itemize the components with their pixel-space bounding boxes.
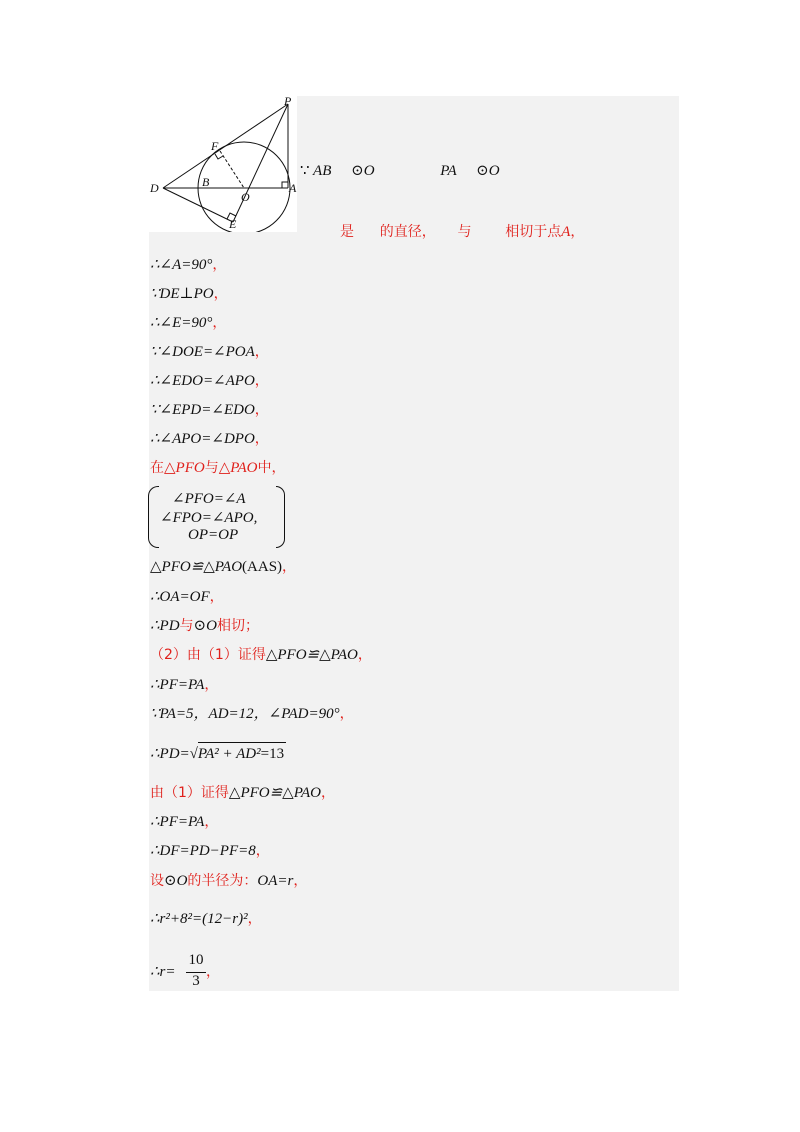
part2b-line: 由（1）证得△PFO≌△PAO， <box>150 785 335 801</box>
in-triangles-line: 在△PFO与△PAO中， <box>150 460 286 476</box>
given-line: ∵ AB ⊙O PA ⊙O <box>300 163 500 179</box>
system-line-3: OP=OP <box>188 527 239 543</box>
label-d: D <box>150 181 159 195</box>
label-o: O <box>241 190 250 204</box>
equation-line: ∴r²+8²=(12−r)²， <box>150 911 262 927</box>
right-angle-f <box>215 154 223 159</box>
label-e: E <box>229 217 237 231</box>
step-7: ∴∠APO=∠DPO， <box>150 431 269 447</box>
system-line-1: ∠PFO=∠A <box>172 491 246 507</box>
step-3: ∴∠E=90°， <box>150 315 227 331</box>
step-4: ∵∠DOE=∠POA， <box>150 344 269 360</box>
step-1: ∴∠A=90°， <box>150 257 227 273</box>
system-left-brace <box>148 486 159 548</box>
tangent-circle-diagram <box>149 96 297 232</box>
segment-pe <box>233 104 288 222</box>
given2-line: ∵PA=5，AD=12，∠PAD=90°， <box>150 706 354 722</box>
oa-of-line: ∴OA=OF， <box>150 589 224 605</box>
tangent-line: ∴PD与⊙O相切； <box>150 618 259 634</box>
radius-line: 设⊙O的半径为：OA=r， <box>150 873 308 889</box>
result-numerator: 10 <box>188 952 204 968</box>
sqrt-bar <box>198 742 286 743</box>
pf-line-1: ∴PF=PA， <box>150 677 219 693</box>
label-b: B <box>202 175 210 189</box>
label-p: P <box>284 96 292 108</box>
right-angle-a <box>282 182 288 188</box>
label-f: F <box>211 139 219 153</box>
result-tail: ， <box>206 964 220 980</box>
pf-line-2: ∴PF=PA， <box>150 814 219 830</box>
label-a: A <box>289 181 297 195</box>
geometry-figure <box>149 96 297 232</box>
step-2: ∵DE⊥PO， <box>150 286 228 302</box>
result-denominator: 3 <box>192 973 200 989</box>
segment-of <box>220 151 244 188</box>
result-prefix: ∴r= <box>150 964 176 980</box>
step-5: ∴∠EDO=∠APO， <box>150 373 269 389</box>
congruent-line: △PFO≌△PAO(AAS)， <box>150 559 297 575</box>
given-line-red: 是 的直径， 与 相切于点A， <box>340 224 585 240</box>
df-line: ∴DF=PD−PF=8， <box>150 843 270 859</box>
system-line-2: ∠FPO=∠APO, <box>160 510 258 526</box>
system-right-paren <box>276 486 285 548</box>
step-6: ∵∠EPD=∠EDO， <box>150 402 269 418</box>
pd-line: ∴PD=√PA² + AD²=13 <box>150 746 285 762</box>
segment-dp <box>163 104 288 188</box>
part2-line: （2）由（1）证得△PFO≌△PAO， <box>150 647 372 663</box>
